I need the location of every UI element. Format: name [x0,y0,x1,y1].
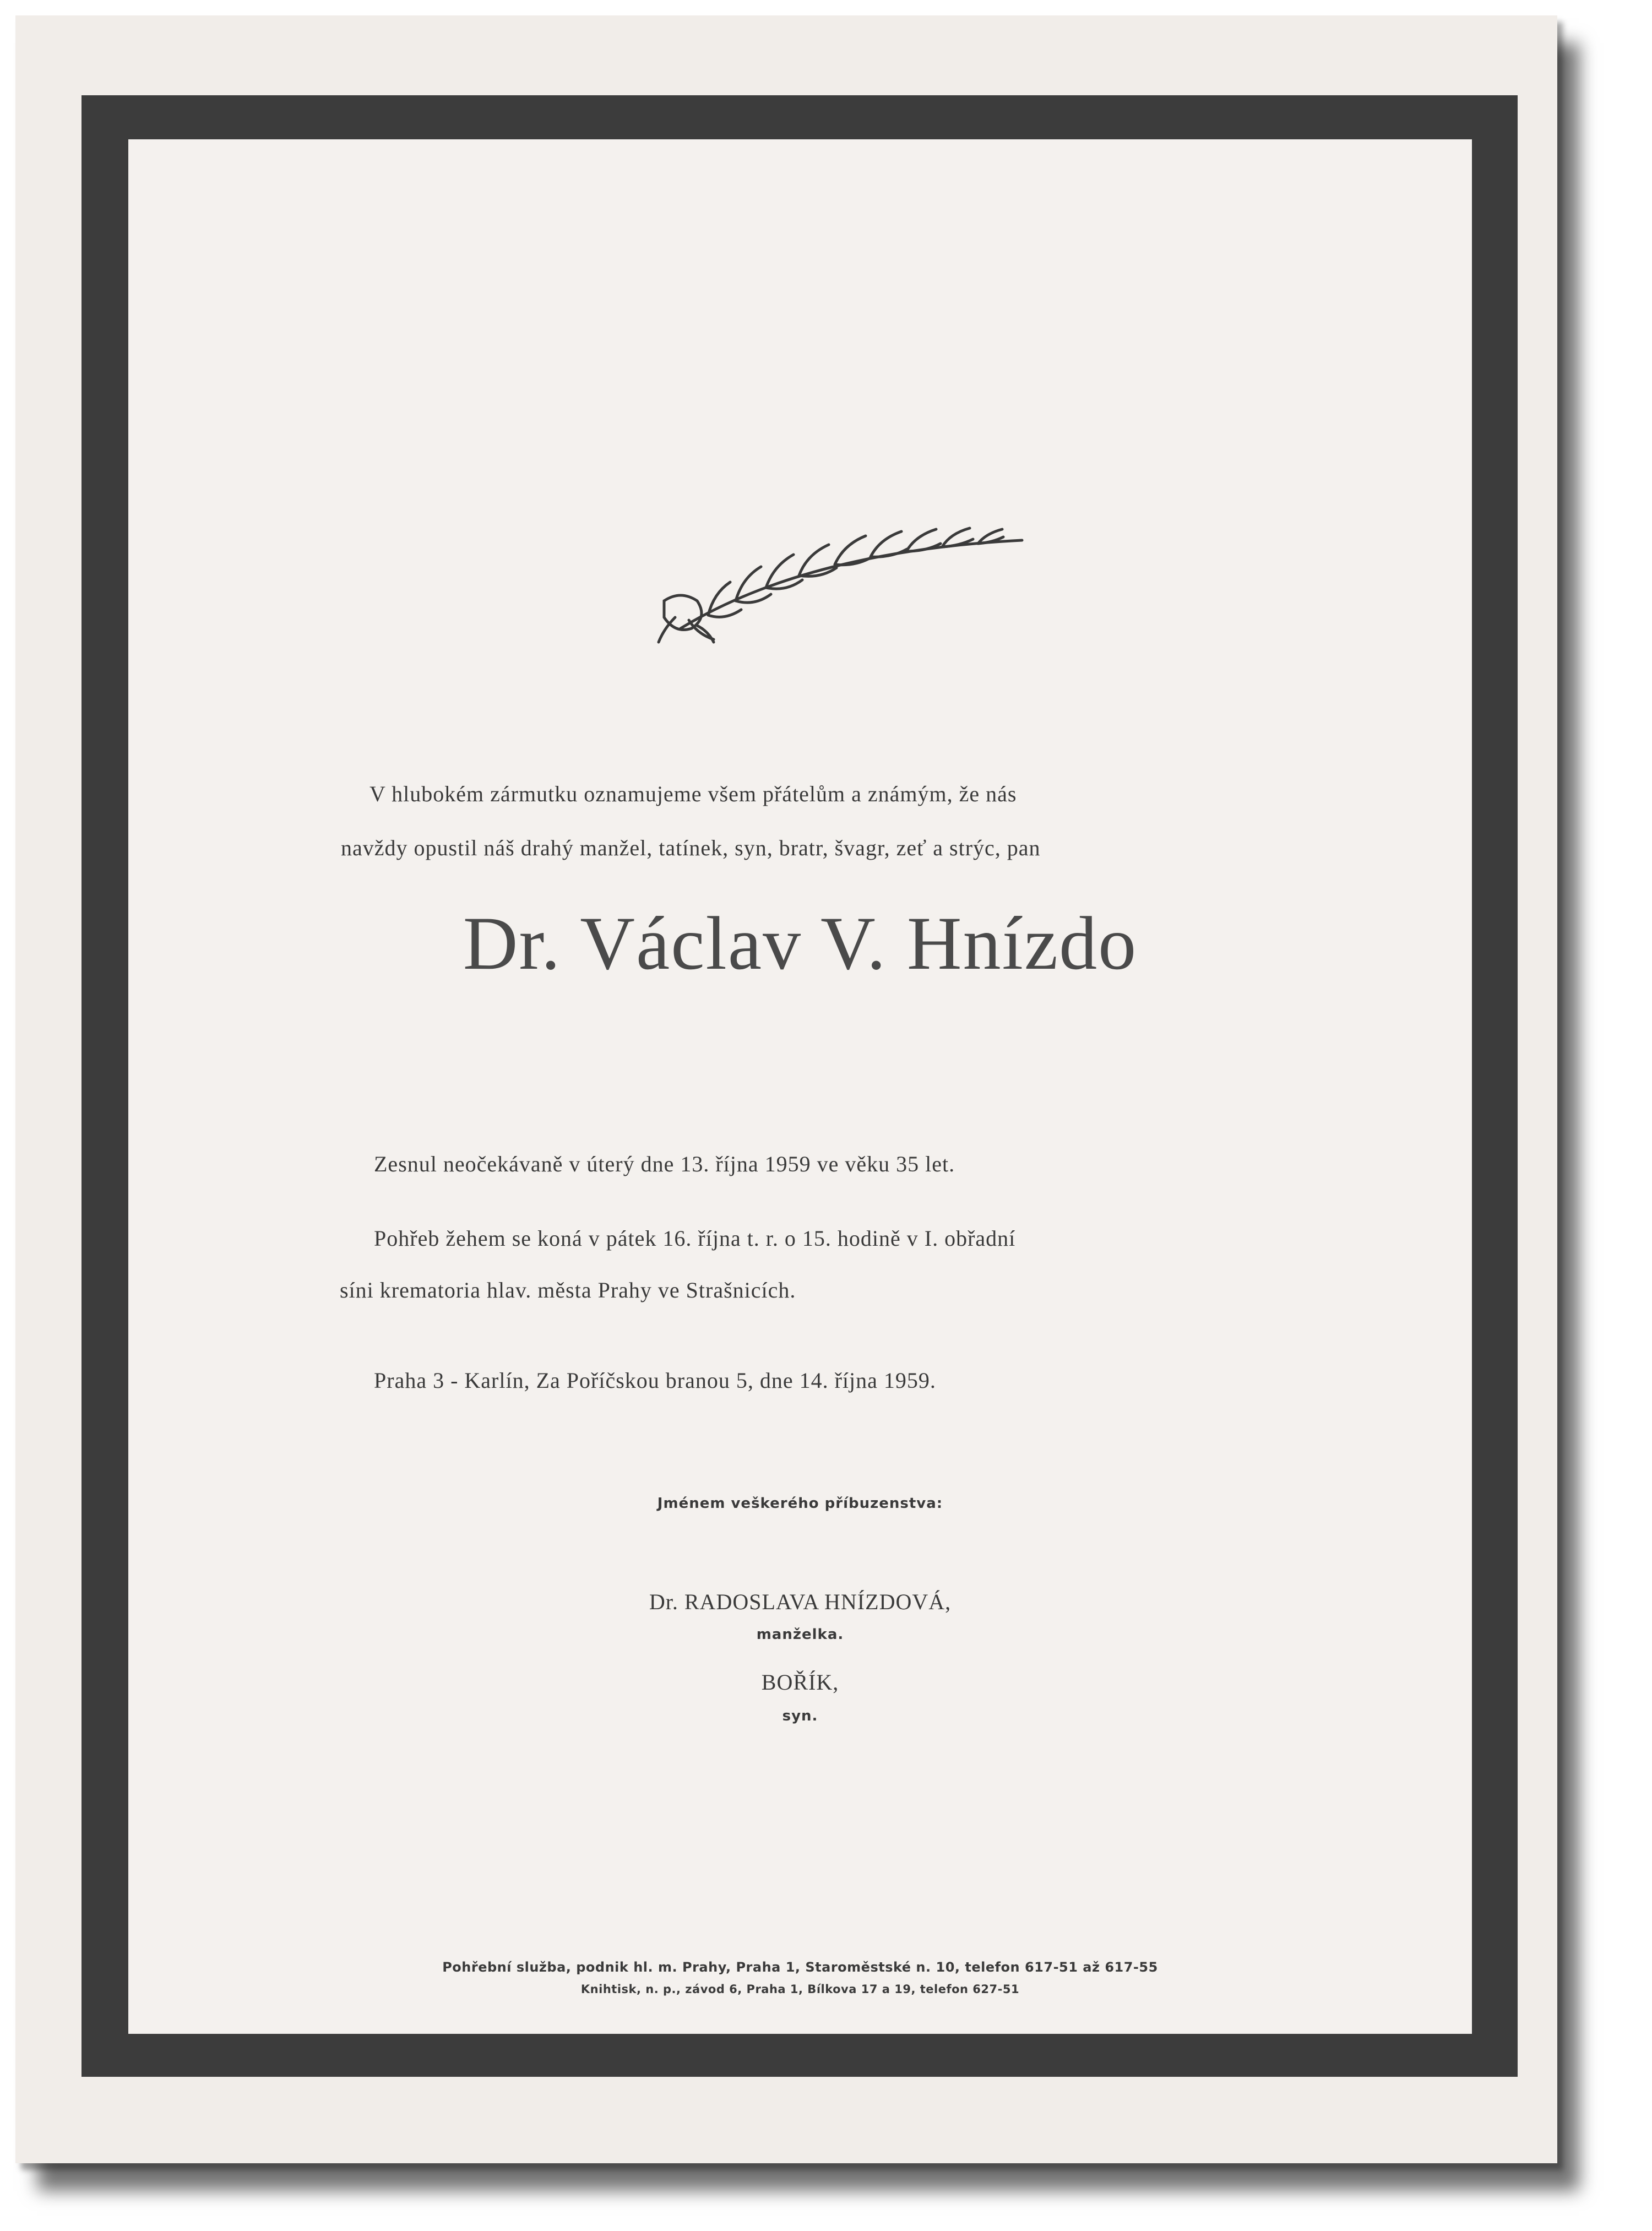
place-and-date: Praha 3 - Karlín, Za Poříčskou branou 5, dne 14. října 1959. [374,1368,936,1393]
on-behalf-label: Jménem veškerého příbuzenstva: [657,1495,943,1512]
family-member-2-name: BOŘÍK, [761,1670,839,1695]
funeral-line-1: Pohřeb žehem se koná v pátek 16. října t. r. o 15. hodině v I. obřadní [374,1226,1016,1251]
intro-line-1: V hlubokém zármutku oznamujeme všem přátelům a známým, že nás [369,781,1017,806]
footer-line-2: Knihtisk, n. p., závod 6, Praha 1, Bílkova 17 a 19, telefon 627-51 [580,1983,1020,1996]
notice-content [128,139,1472,2034]
footer-line-1: Pohřební služba, podnik hl. m. Prahy, Praha 1, Staroměstské n. 10, telefon 617-51 až 617-55 [442,1959,1158,1975]
family-member-1-role: manželka. [756,1626,844,1643]
family-member-2-role: syn. [782,1708,818,1724]
intro-line-2: navždy opustil náš drahý manžel, tatínek, syn, bratr, švagr, zeť a strýc, pan [341,835,1041,860]
death-statement: Zesnul neočekávaně v úterý dne 13. října 1959 ve věku 35 let. [374,1152,955,1176]
deceased-name: Dr. Václav V. Hnízdo [463,901,1138,985]
palm-branch-icon [642,507,1033,650]
family-member-1-name: Dr. RADOSLAVA HNÍZDOVÁ, [649,1589,952,1614]
black-border-frame [81,95,1518,2077]
notice-sheet [15,15,1557,2163]
funeral-line-2: síni krematoria hlav. města Prahy ve Strašnicích. [340,1278,796,1302]
